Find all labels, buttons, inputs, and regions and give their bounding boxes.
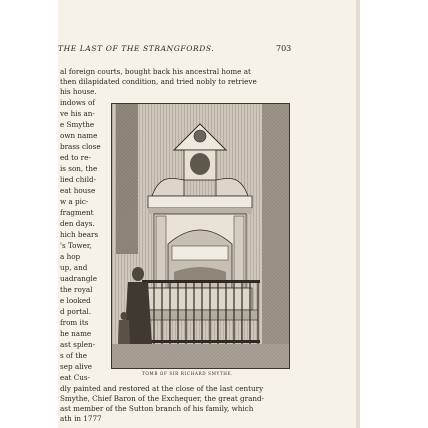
left-column-line: ed to re- <box>60 153 91 162</box>
left-column-line: he name <box>60 329 92 338</box>
left-column-line: hich bears <box>60 230 99 239</box>
left-column-line: his house. <box>60 87 97 96</box>
page-edge <box>356 0 360 428</box>
figure-caption: TOMB OF SIR RICHARD SMYTHE. <box>142 371 234 376</box>
left-column-line: up, and <box>60 263 88 272</box>
running-title: THE LAST OF THE STRANGFORDS. <box>58 44 215 53</box>
left-column-line: eat house <box>60 186 96 195</box>
left-column-line: the royal <box>60 285 93 294</box>
left-column-line: sep alive <box>60 362 93 371</box>
left-column-line: den days. <box>60 219 95 228</box>
left-column-line: a hop <box>60 252 81 261</box>
left-column-line: e Smythe <box>60 120 95 129</box>
left-column-line: is son, the <box>60 164 98 173</box>
left-column-line: s of the <box>60 351 88 360</box>
tomb-engraving-icon <box>112 104 289 368</box>
text-line-bottom-1: dly painted and restored at the close of the last century <box>60 384 264 393</box>
left-column-line: fragment <box>60 208 94 217</box>
left-column-line: eat Cus- <box>60 373 90 382</box>
left-column-line: 's Tower, <box>60 241 92 250</box>
left-column-line: brass close <box>60 142 101 151</box>
left-column-line: from its <box>60 318 89 327</box>
left-column-line: own name <box>60 131 98 140</box>
text-line-top-2: then dilapidated condition, and tried nobly to retrieve <box>60 77 257 86</box>
left-column-line: uadrangle <box>60 274 98 283</box>
text-line-bottom-3: ast member of the Sutton branch of his family, which <box>60 404 254 413</box>
left-column-line: d portal. <box>60 307 92 316</box>
text-line-bottom-2: Smythe, Chief Baron of the Exchequer, the great grand- <box>60 394 265 403</box>
engraving-illustration <box>111 103 290 369</box>
left-column-line: w a pic- <box>60 197 89 206</box>
left-column-line: lied child- <box>60 175 97 184</box>
left-column-line: ast splen- <box>60 340 96 349</box>
left-column-line: indows of <box>60 98 95 107</box>
text-line-top-1: al foreign courts, bought back his ancestral home at <box>60 67 251 76</box>
left-column-line: e looked <box>60 296 91 305</box>
text-line-bottom-4: ath in 1777 <box>60 414 102 423</box>
left-column-line: ve his an- <box>60 109 95 118</box>
page-number: 703 <box>276 44 292 53</box>
